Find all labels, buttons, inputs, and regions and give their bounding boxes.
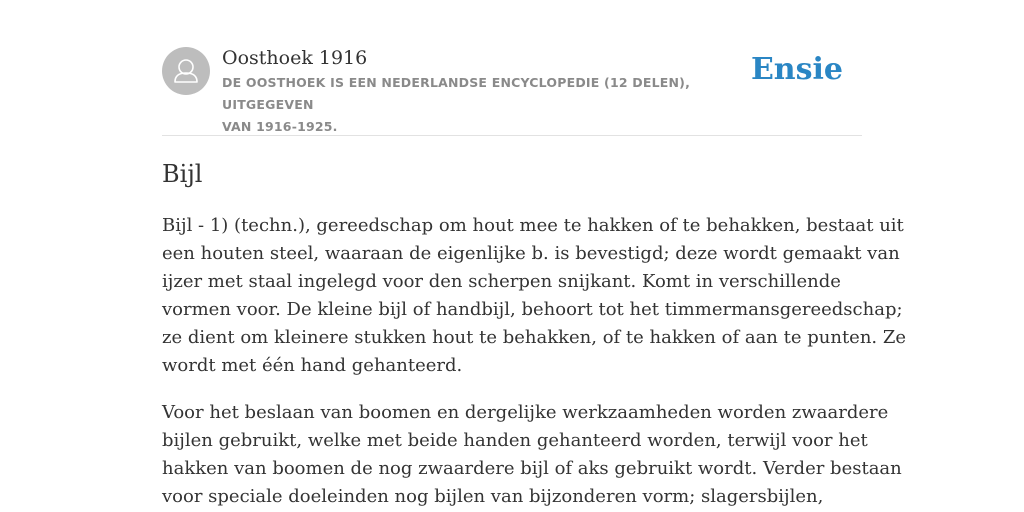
text-line: voor speciale doeleinden nog bijlen van bijzonderen vorm; slagersbijlen, (162, 486, 824, 507)
entry-paragraph (162, 399, 902, 511)
source-header (162, 46, 862, 136)
text-line: een houten steel, waaraan de eigenlijke b. is bevestigd; deze wordt gemaakt van (162, 243, 900, 264)
text-line: vormen voor. De kleine bijl of handbijl, behoort tot het timmermansgereedschap; (162, 299, 903, 320)
text-line: wordt met één hand gehanteerd. (162, 355, 463, 376)
header-divider (162, 135, 862, 136)
entry-body (162, 212, 907, 512)
entry-paragraph (162, 212, 907, 380)
entry-title: Bijl (162, 160, 203, 188)
text-line: Voor het beslaan van boomen en dergelijke werkzaamheden worden zwaardere (162, 402, 889, 423)
source-description-line: VAN 1916-1925. (222, 119, 338, 134)
source-title[interactable]: Oosthoek 1916 (222, 47, 368, 69)
user-icon (162, 47, 210, 95)
text-line: ze dient om kleinere stukken hout te behakken, of te hakken of aan te punten. Ze (162, 327, 907, 348)
text-line: Bijl - 1) (techn.), gereedschap om hout mee te hakken of te behakken, bestaat uit (162, 215, 904, 236)
source-description-line: DE OOSTHOEK IS EEN NEDERLANDSE ENCYCLOPEDIE (12 DELEN), UITGEGEVEN (222, 75, 691, 112)
avatar[interactable] (162, 47, 210, 95)
text-line: bijlen gebruikt, welke met beide handen gehanteerd worden, terwijl voor het (162, 430, 868, 451)
text-line: hakken van boomen de nog zwaardere bijl of aks gebruikt wordt. Verder bestaan (162, 458, 902, 479)
text-line: ijzer met staal ingelegd voor den scherpen snijkant. Komt in verschillende (162, 271, 841, 292)
ensie-logo-link[interactable]: Ensie (750, 52, 843, 87)
source-description (222, 72, 762, 138)
